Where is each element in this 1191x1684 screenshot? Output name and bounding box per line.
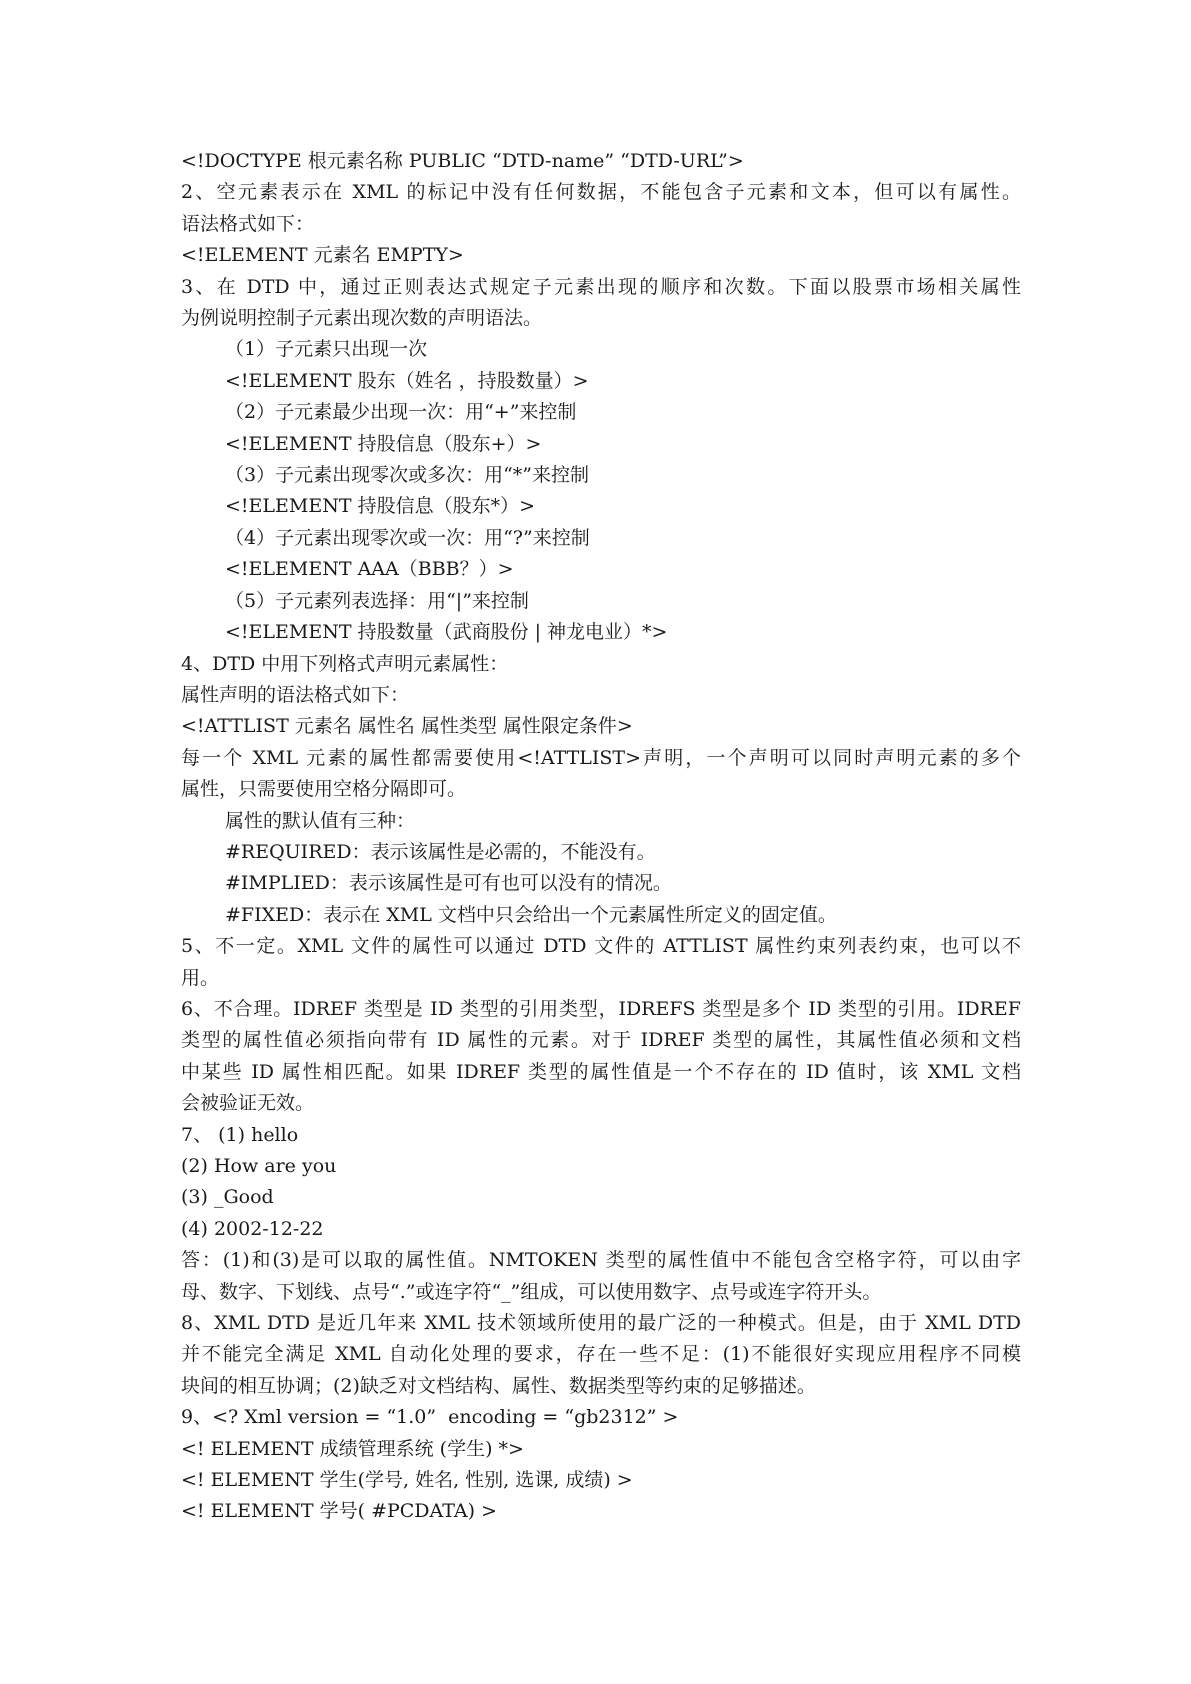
document-body <box>181 146 1021 1528</box>
text-line: <!ELEMENT 持股信息（股东+）> <box>225 432 542 455</box>
text-line: 属性声明的语法格式如下： <box>181 683 410 706</box>
text-line: 块间的相互协调；(2)缺乏对文档结构、属性、数据类型等约束的足够描述。 <box>181 1374 816 1397</box>
text-line: 中某些 ID 属性相匹配。如果 IDREF 类型的属性值是一个不存在的 ID 值时，该 XML 文档 <box>181 1060 1021 1083</box>
text-line: 5、不一定。XML 文件的属性可以通过 DTD 文件的 ATTLIST 属性约束列表约束，也可以不 <box>181 935 1021 958</box>
text-line: （5）子元素列表选择：用“|”来控制 <box>225 589 529 612</box>
text-line: 4、DTD 中用下列格式声明元素属性： <box>181 652 509 675</box>
text-line: 3、在 DTD 中，通过正则表达式规定子元素出现的顺序和次数。下面以股票市场相关属性 <box>181 275 1021 298</box>
text-line: #IMPLIED：表示该属性是可有也可以没有的情况。 <box>225 872 672 895</box>
text-line: 7、 (1) hello <box>181 1123 299 1146</box>
text-line: <!ELEMENT 股东（姓名 ，持股数量）> <box>225 369 589 392</box>
text-line: <! ELEMENT 学号( #PCDATA) > <box>181 1500 497 1523</box>
text-line: <! ELEMENT 学生(学号, 姓名, 性别, 选课, 成绩) > <box>181 1469 633 1492</box>
text-line: 母、数字、下划线、点号“.”或连字符“_”组成，可以使用数字、点号或连字符开头。 <box>181 1280 882 1303</box>
text-line: 并不能完全满足 XML 自动化处理的要求，存在一些不足：(1)不能很好实现应用程序不同模 <box>181 1343 1021 1366</box>
text-line: 语法格式如下： <box>181 212 315 235</box>
text-line: 会被验证无效。 <box>181 1092 315 1115</box>
text-line: 属性的默认值有三种： <box>225 809 416 832</box>
text-line: #FIXED：表示在 XML 文档中只会给出一个元素属性所定义的固定值。 <box>225 903 837 926</box>
text-line: 用。 <box>181 966 220 989</box>
text-line: （1）子元素只出现一次 <box>225 338 428 361</box>
text-line: <!ELEMENT 持股数量（武商股份 | 神龙电业）*> <box>225 621 668 644</box>
text-line: 答：(1)和(3)是可以取的属性值。NMTOKEN 类型的属性值中不能包含空格字符，可以由字 <box>181 1249 1021 1272</box>
text-line: 8、XML DTD 是近几年来 XML 技术领域所使用的最广泛的一种模式。但是，由于 XML DTD <box>181 1312 1021 1335</box>
text-line: 属性，只需要使用空格分隔即可。 <box>181 778 467 801</box>
text-line: 6、不合理。IDREF 类型是 ID 类型的引用类型，IDREFS 类型是多个 ID 类型的引用。IDREF <box>181 997 1021 1020</box>
text-line: <!DOCTYPE 根元素名称 PUBLIC “DTD-name” “DTD-URL”> <box>181 150 744 172</box>
text-line: 为例说明控制子元素出现次数的声明语法。 <box>181 307 543 330</box>
text-line: #REQUIRED：表示该属性是必需的，不能没有。 <box>225 840 656 863</box>
text-line: <! ELEMENT 成绩管理系统 (学生) *> <box>181 1437 524 1460</box>
text-line: （3）子元素出现零次或多次：用“*”来控制 <box>225 464 590 487</box>
text-line: 每一个 XML 元素的属性都需要使用<!ATTLIST>声明，一个声明可以同时声明元素的多个 <box>181 746 1021 769</box>
text-line: <!ELEMENT 元素名 EMPTY> <box>181 244 464 267</box>
text-line: (4) 2002-12-22 <box>181 1217 324 1240</box>
text-line: (3) _Good <box>181 1186 274 1209</box>
text-line: 类型的属性值必须指向带有 ID 属性的元素。对于 IDREF 类型的属性，其属性值必须和文档 <box>181 1029 1021 1052</box>
text-line: <!ELEMENT 持股信息（股东*）> <box>225 495 535 518</box>
text-line: （4）子元素出现零次或一次：用“?”来控制 <box>225 526 590 549</box>
text-line: (2) How are you <box>181 1155 337 1177</box>
text-line: （2）子元素最少出现一次：用“+”来控制 <box>225 401 577 424</box>
text-line: 9、<? Xml version = “1.0” encoding = “gb2312” > <box>181 1406 679 1429</box>
text-line: <!ATTLIST 元素名 属性名 属性类型 属性限定条件> <box>181 715 633 738</box>
text-line: <!ELEMENT AAA（BBB？）> <box>225 558 514 581</box>
text-line: 2、空元素表示在 XML 的标记中没有任何数据，不能包含子元素和文本，但可以有属性。 <box>181 181 1021 204</box>
